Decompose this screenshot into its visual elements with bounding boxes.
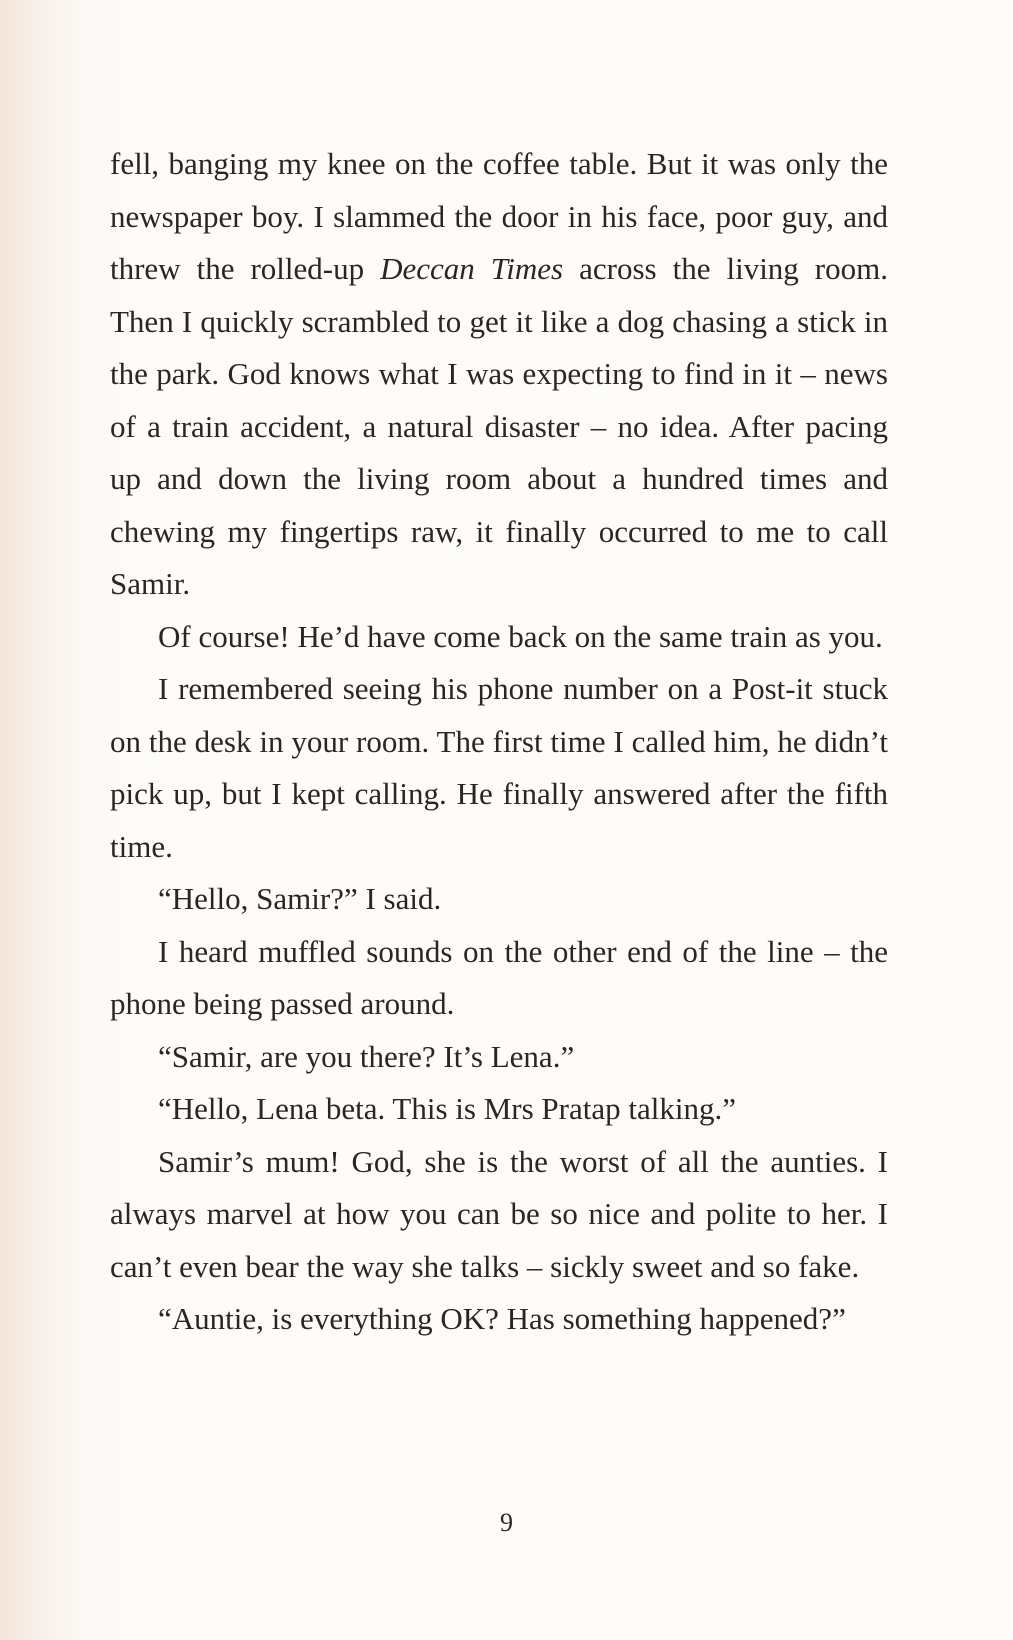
page-number: 9 (500, 1508, 513, 1537)
paragraph-continued (110, 138, 888, 611)
paragraph: I remembered seeing his phone number on a Post-it stuck on the desk in your room. The first time I called him, he didn’t pick up, but I kept calling. He finally answered after the fifth time. (110, 671, 888, 864)
dialogue-line: “Hello, Lena beta. This is Mrs Pratap talking.” (158, 1091, 736, 1126)
newspaper-title: Deccan Times (380, 251, 564, 286)
paragraph: I heard muffled sounds on the other end of the line – the phone being passed around. (110, 933, 888, 1021)
dialogue-line: “Hello, Samir?” I said. (158, 881, 442, 916)
paragraph: Samir’s mum! God, she is the worst of all the aunties. I always marvel at how you can be so nice and polite to her. I can’t even bear the way she talks – sickly sweet and so fake. (110, 1143, 888, 1284)
paragraph-text-end: across the living room. Then I quickly scrambled to get it like a dog chasing a stick in the park. God knows what I was expecting to find in it – news of a train accident, a natural disaster – no idea. After pacing up and down the living room about a hundred times and chewing my fingertips raw, it finally occurred to me to call Samir. (110, 251, 888, 601)
paragraph-text-start: fell, banging my knee on the coffee table. But it was only the newspaper boy. I slammed the door in his face, poor guy, and threw the rolled-up (110, 146, 888, 286)
paragraph: Of course! He’d have come back on the same train as you. (158, 618, 883, 654)
body-text (110, 138, 888, 1346)
dialogue-line: “Auntie, is everything OK? Has something happened?” (158, 1301, 846, 1336)
dialogue-line: “Samir, are you there? It’s Lena.” (158, 1038, 575, 1074)
